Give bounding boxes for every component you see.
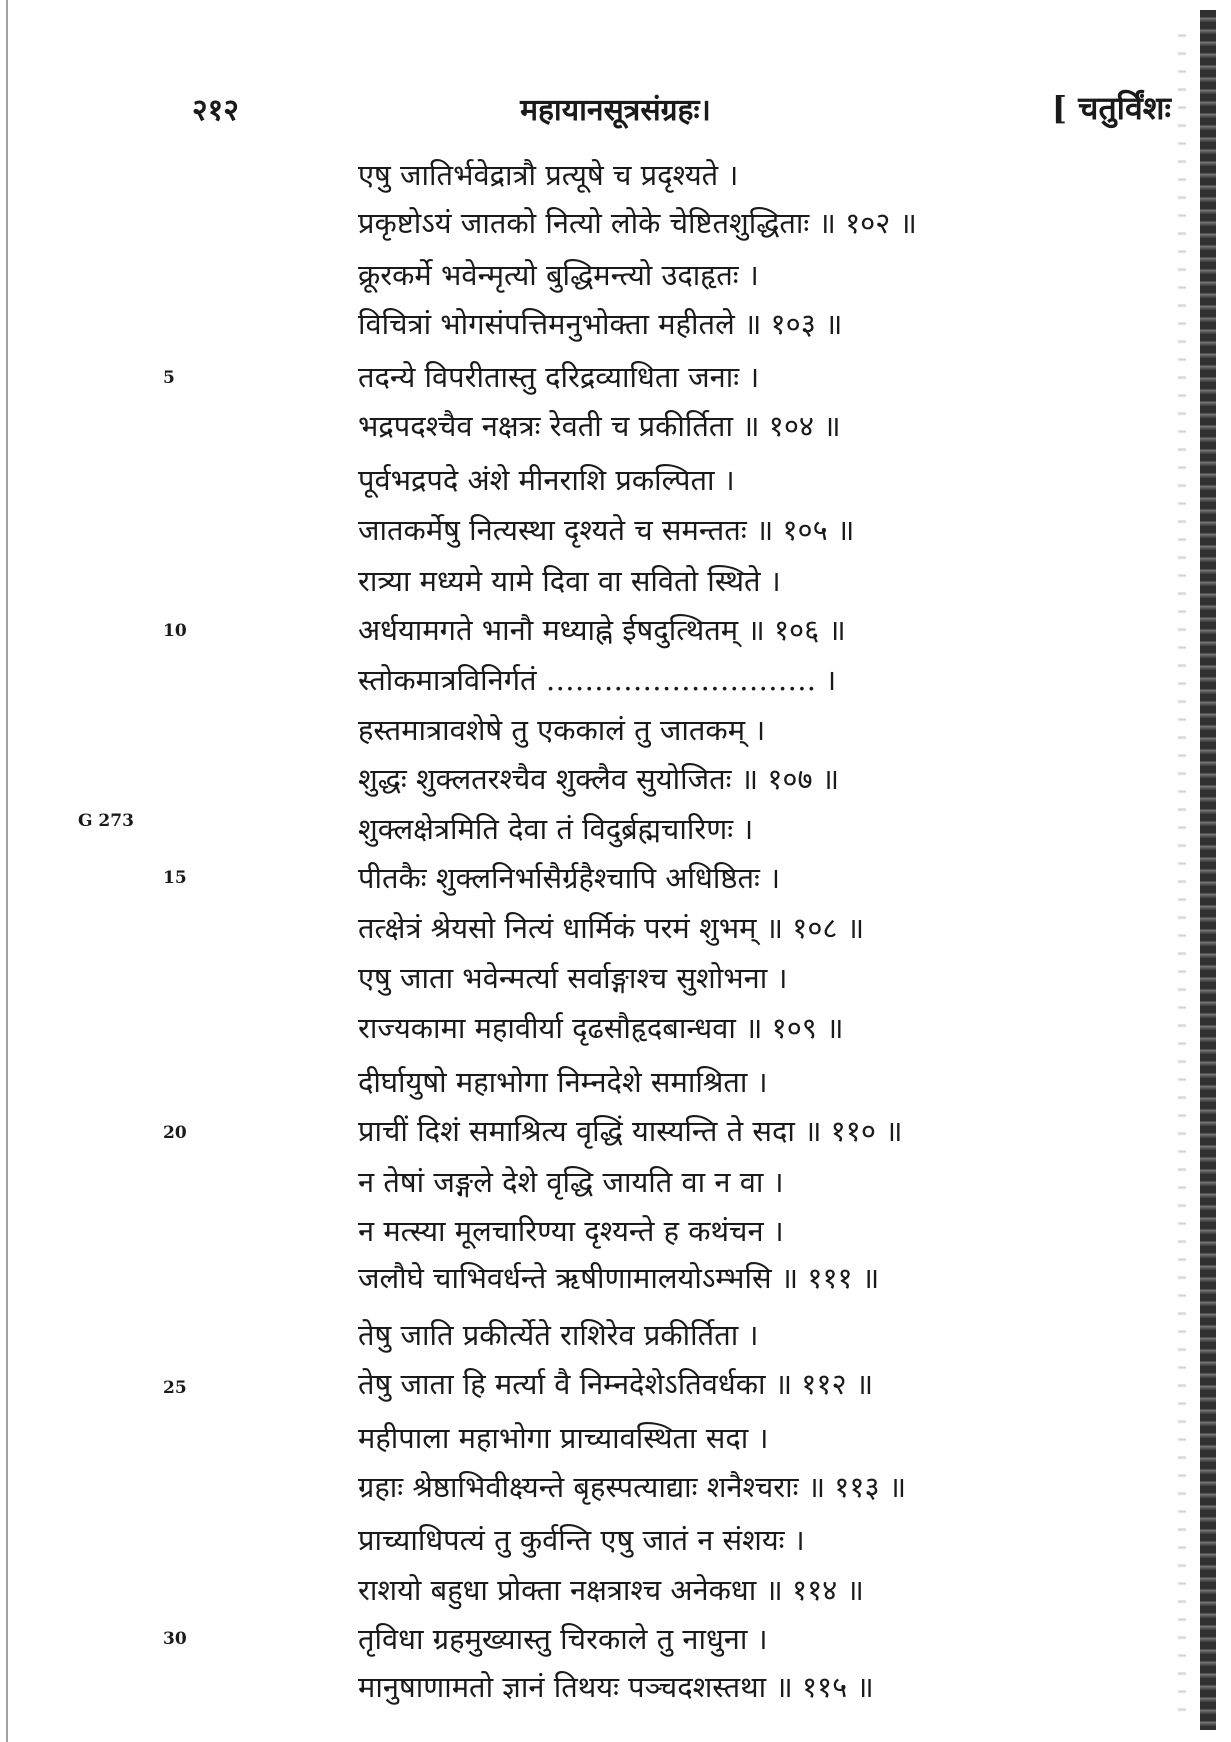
verse-line: एषु जातिर्भवेद्रात्रौ प्रत्यूषे च प्रदृश्यते । <box>358 158 739 192</box>
book-spine <box>1200 10 1216 1730</box>
verse-line: तेषु जाता हि मर्त्या वै निम्नदेशेऽतिवर्धका ॥ ११२ ॥ <box>358 1367 874 1401</box>
verse-line: तृविधा ग्रहमुख्यास्तु चिरकाले तु नाधुना । <box>358 1622 768 1656</box>
verse-line: जातकर्मेषु नित्यस्था दृश्यते च समन्ततः ॥ १०५ ॥ <box>358 513 855 547</box>
verse-line: रात्र्या मध्यमे यामे दिवा वा सवितो स्थिते । <box>358 564 781 598</box>
margin-line-number: 30 <box>163 1629 187 1649</box>
verse-line: पूर्वभद्रपदे अंशे मीनराशि प्रकल्पिता । <box>358 463 735 497</box>
verse-line: महीपाला महाभोगा प्राच्यावस्थिता सदा । <box>358 1421 769 1455</box>
verse-line: जलौघे चाभिवर्धन्ते ऋषीणामालयोऽम्भसि ॥ १११ ॥ <box>358 1261 880 1295</box>
verse-line: तत्क्षेत्रं श्रेयसो नित्यं धार्मिकं परमं शुभम् ॥ १०८ ॥ <box>358 911 865 945</box>
margin-line-number: 10 <box>163 621 187 641</box>
verse-line: प्रकृष्टोऽयं जातको नित्यो लोके चेष्टितशुद्धिताः ॥ १०२ ॥ <box>358 206 917 240</box>
verse-line: भद्रपदश्चैव नक्षत्रः रेवती च प्रकीर्तिता ॥ १०४ ॥ <box>358 409 841 443</box>
verse-line: तदन्ये विपरीतास्तु दरिद्रव्याधिता जनाः । <box>358 360 760 394</box>
verse-line: पीतकैः शुक्लनिर्भासैर्ग्रहैश्चापि अधिष्ठितः । <box>358 861 781 895</box>
verse-line: न मत्स्या मूलचारिण्या दृश्यन्ते ह कथंचन । <box>358 1214 784 1248</box>
verse-line: क्रूरकर्मे भवेन्मृत्यो बुद्धिमन्त्यो उदाहृतः । <box>358 258 759 292</box>
margin-line-number: 25 <box>163 1378 187 1398</box>
running-title: महायानसूत्रसंग्रहः। <box>520 93 711 128</box>
verse-line: शुद्धः शुक्लतरश्चैव शुक्लैव सुयोजितः ॥ १०७ ॥ <box>358 762 840 796</box>
verse-line: एषु जाता भवेन्मर्त्या सर्वाङ्गाश्च सुशोभना । <box>358 961 788 995</box>
verse-line: विचित्रां भोगसंपत्तिमनुभोक्ता महीतले ॥ १०३ ॥ <box>358 307 843 341</box>
verse-line: दीर्घायुषो महाभोगा निम्नदेशे समाश्रिता । <box>358 1065 768 1099</box>
section-title: [ चतुर्विंशः <box>1051 89 1171 127</box>
verse-line: ग्रहाः श्रेष्ठाभिवीक्ष्यन्ते बृहस्पत्याद्याः शनैश्चराः ॥ ११३ ॥ <box>358 1470 907 1504</box>
verse-line: प्राच्याधिपत्यं तु कुर्वन्ति एषु जातं न संशयः । <box>358 1523 805 1557</box>
binding-shadow <box>1178 20 1186 1720</box>
margin-reference: G 273 <box>78 811 134 831</box>
verse-line: राज्यकामा महावीर्या दृढसौहृदबान्धवा ॥ १०९ ॥ <box>358 1011 844 1045</box>
page-header <box>0 88 1231 132</box>
margin-line-number: 5 <box>163 368 175 388</box>
margin-line-number: 20 <box>163 1123 187 1143</box>
verse-line: प्राचीं दिशं समाश्रित्य वृद्धिं यास्यन्ति ते सदा ॥ ११० ॥ <box>358 1114 903 1148</box>
verse-line: हस्तमात्रावशेषे तु एककालं तु जातकम् । <box>358 713 766 747</box>
page-left-edge <box>6 0 8 1742</box>
verse-line: स्तोकमात्रविनिर्गतं ………………………. । <box>358 663 837 697</box>
verse-line: राशयो बहुधा प्रोक्ता नक्षत्राश्च अनेकधा ॥ ११४ ॥ <box>358 1573 864 1607</box>
verse-line: न तेषां जङ्गले देशे वृद्धि जायति वा न वा । <box>358 1165 784 1199</box>
verse-line: मानुषाणामतो ज्ञानं तिथयः पञ्चदशस्तथा ॥ ११५ ॥ <box>358 1670 874 1704</box>
verse-line: शुक्लक्षेत्रमिति देवा तं विदुर्ब्रह्मचारिणः । <box>358 812 754 846</box>
verse-line: तेषु जाति प्रकीर्त्येते राशिरेव प्रकीर्तिता । <box>358 1318 759 1352</box>
margin-line-number: 15 <box>163 868 187 888</box>
verse-line: अर्धयामगते भानौ मध्याह्ने ईषदुत्थितम् ॥ १०६ ॥ <box>358 613 846 647</box>
page-number: २१२ <box>192 93 239 128</box>
